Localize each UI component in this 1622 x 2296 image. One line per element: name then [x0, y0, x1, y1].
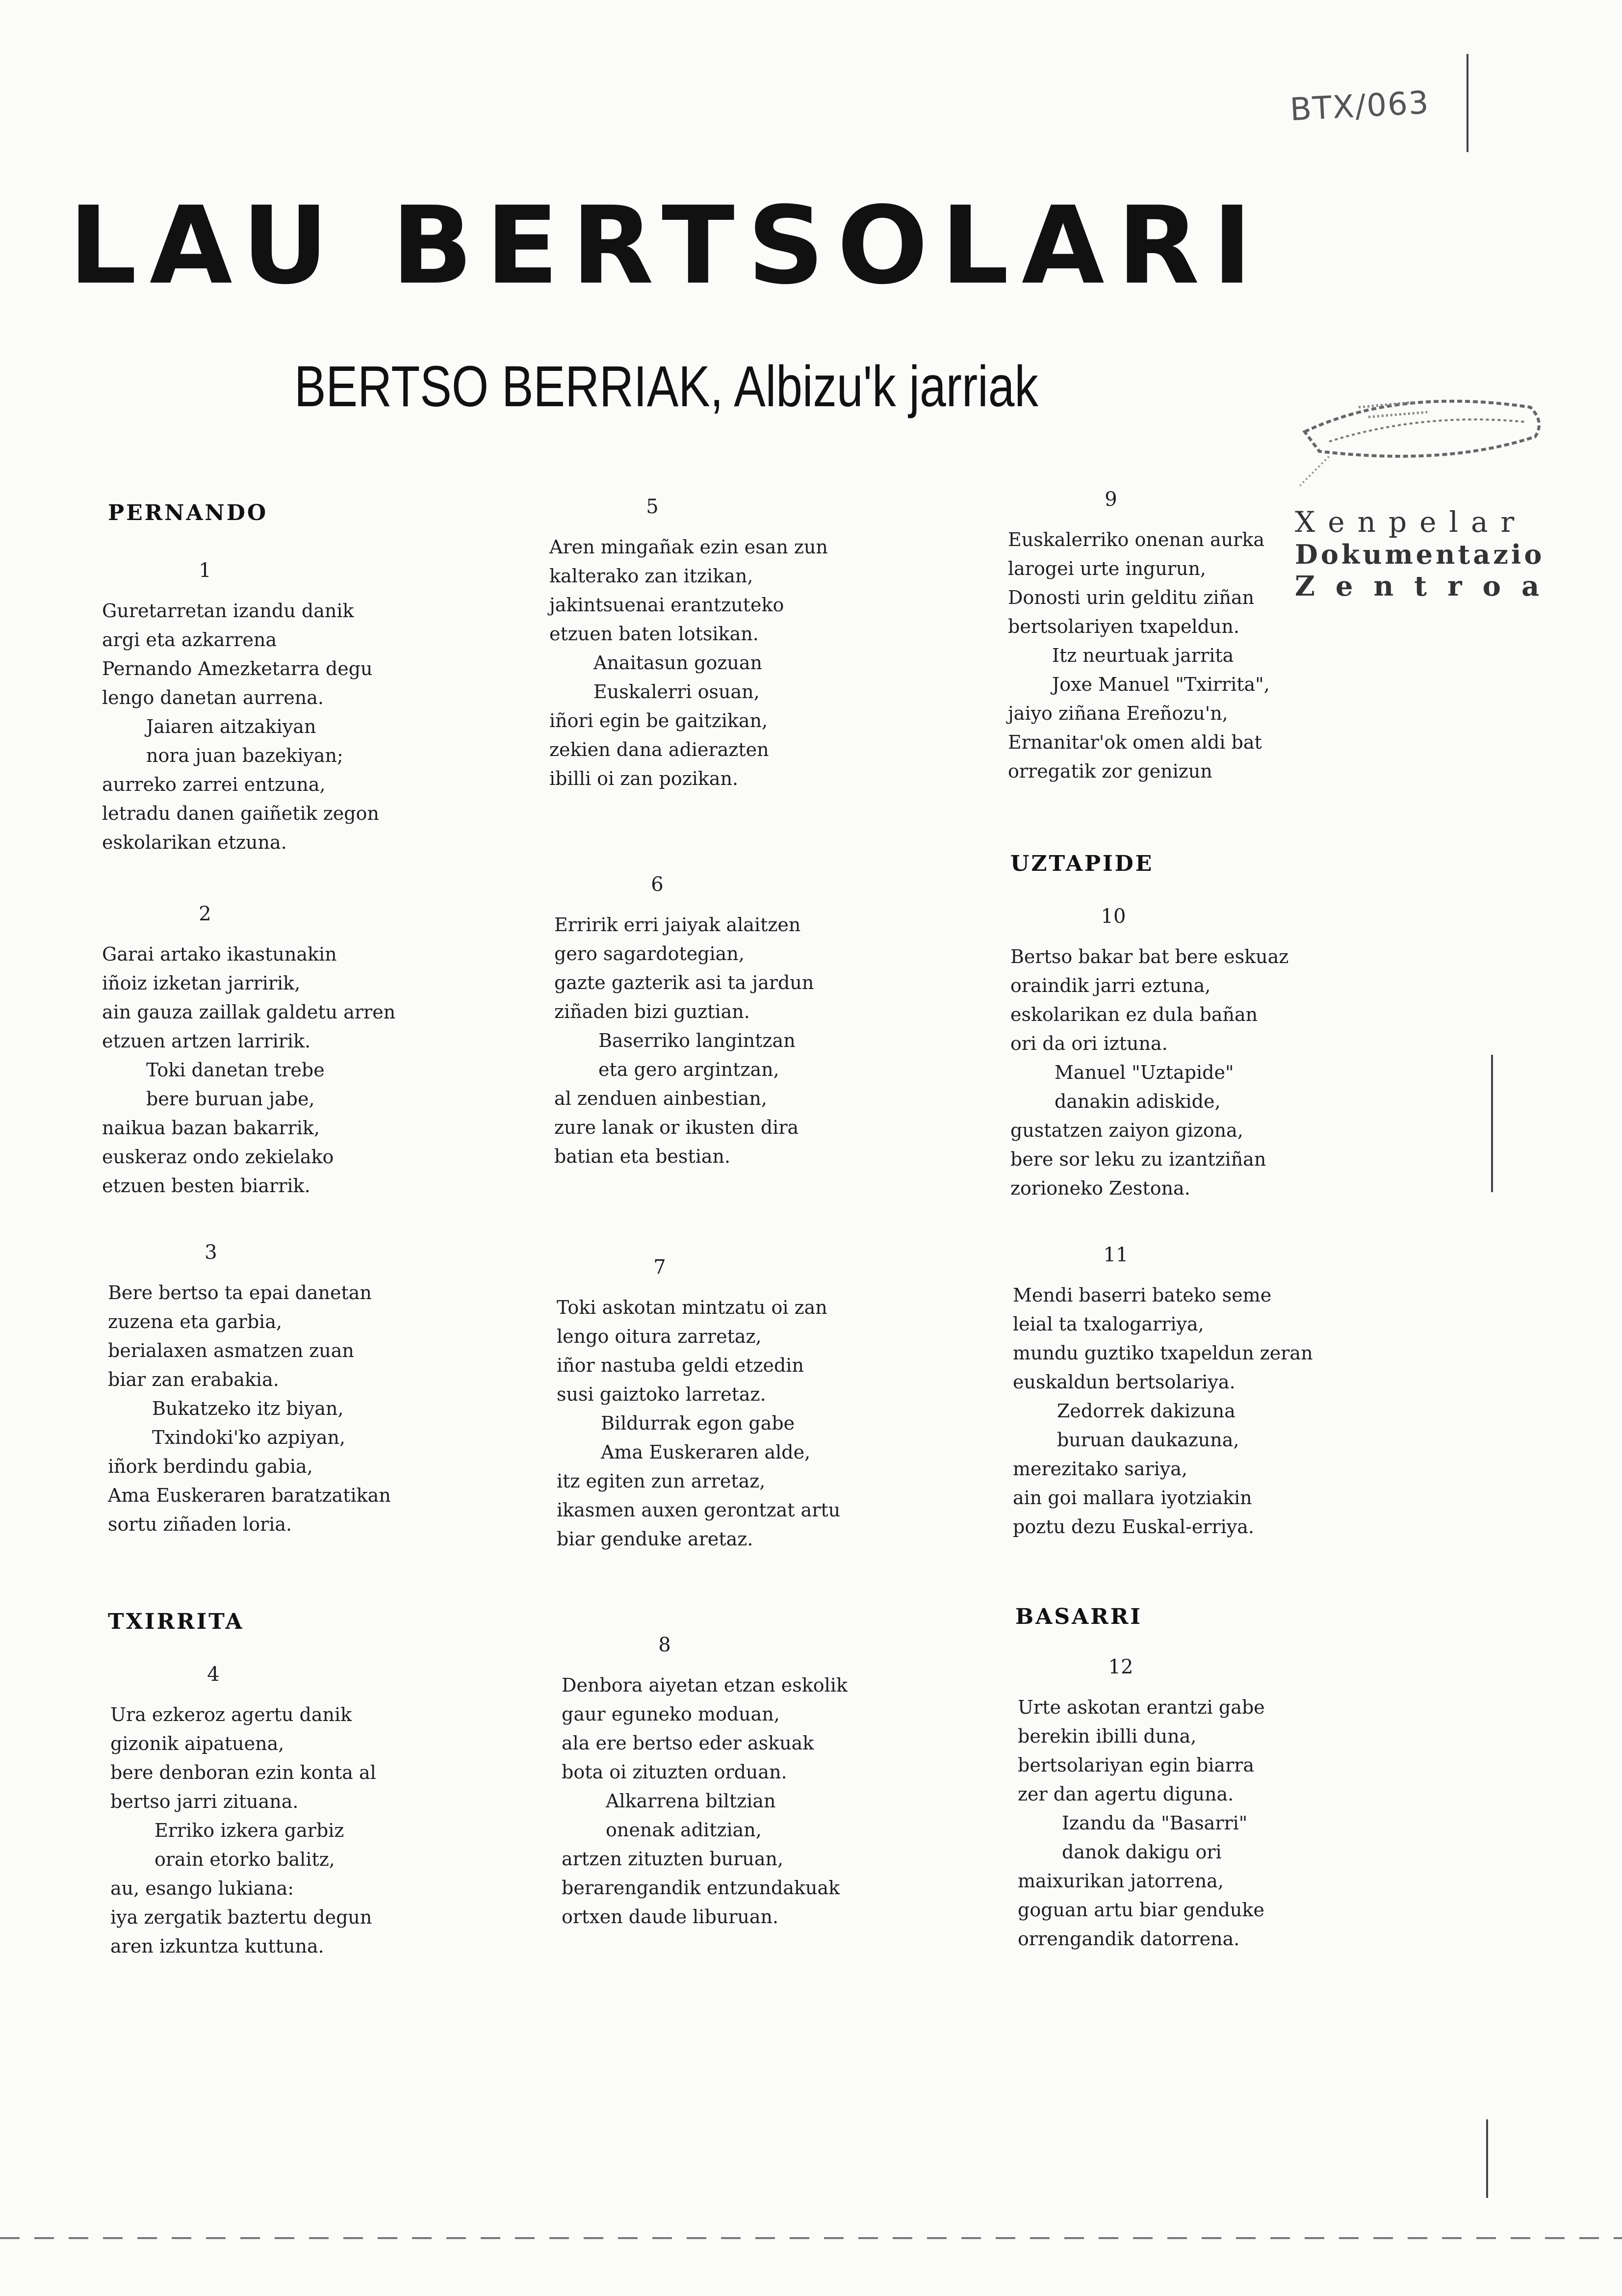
verse-line: Guretarretan izandu danik	[102, 600, 354, 622]
archive-stamp-logo-icon	[1300, 378, 1555, 491]
verse-line: Garai artako ikastunakin	[102, 943, 337, 965]
verse-line: iya zergatik baztertu degun	[110, 1906, 372, 1928]
verse-line: orregatik zor genizun	[1008, 760, 1212, 782]
verse-line: Denbora aiyetan etzan eskolik	[562, 1674, 848, 1696]
verse-line: maixurikan jatorrena,	[1018, 1870, 1224, 1892]
stanza-block	[562, 1634, 848, 1931]
section-txirrita	[108, 1609, 244, 1652]
verse-line: oraindik jarri eztuna,	[1010, 975, 1211, 996]
verse-line: ain goi mallara iyotziakin	[1013, 1487, 1252, 1509]
archive-code: BTX/063	[1289, 84, 1431, 129]
stanza	[562, 1671, 848, 1931]
verse-line: Izandu da "Basarri"	[1062, 1812, 1248, 1834]
verse-line: orain etorko balitz,	[154, 1849, 335, 1870]
stanza-block	[102, 903, 395, 1200]
verse-line: Toki askotan mintzatu oi zan	[557, 1297, 827, 1318]
verse-line: Itz neurtuak jarrita	[1052, 645, 1234, 666]
verse-line: ziñaden bizi guztian.	[554, 1001, 750, 1022]
verse-line: Zedorrek dakizuna	[1057, 1400, 1236, 1422]
footer-rule	[0, 2237, 1622, 2239]
verse-line: Jaiaren aitzakiyan	[146, 716, 316, 737]
verse-line: ortxen daude liburuan.	[562, 1906, 779, 1928]
verse-line: gero sagardotegian,	[554, 943, 745, 965]
verse-line: argi eta azkarrena	[102, 629, 277, 651]
verse-line: Txindoki'ko azpiyan,	[152, 1427, 346, 1448]
verse-line: Euskalerri osuan,	[593, 681, 760, 703]
stanza	[1010, 942, 1288, 1203]
stanza-number: 5	[646, 496, 659, 518]
verse-line: bere buruan jabe,	[146, 1088, 315, 1110]
verse-line: ala ere bertso eder askuak	[562, 1732, 814, 1754]
stanza-block	[1008, 488, 1270, 786]
verse-line: iñoiz izketan jarririk,	[102, 972, 301, 994]
stanza	[102, 940, 395, 1200]
verse-line: mundu guztiko txapeldun zeran	[1013, 1342, 1313, 1364]
stanza-block	[554, 873, 814, 1171]
verse-line: ikasmen auxen gerontzat artu	[557, 1499, 841, 1521]
section-heading: UZTAPIDE	[1010, 851, 1154, 876]
verse-line: merezitako sariya,	[1013, 1458, 1187, 1480]
verse-line: euskeraz ondo zekielako	[102, 1146, 334, 1168]
verse-line: batian eta bestian.	[554, 1146, 731, 1167]
verse-line: bere denboran ezin konta al	[110, 1762, 376, 1783]
verse-line: Euskalerriko onenan aurka	[1008, 529, 1265, 550]
verse-line: iñork berdindu gabia,	[108, 1456, 313, 1477]
stanza-number: 12	[1108, 1656, 1133, 1678]
verse-line: Anaitasun gozuan	[593, 652, 763, 674]
verse-line: danok dakigu ori	[1062, 1841, 1222, 1863]
verse-line: Donosti urin gelditu ziñan	[1008, 587, 1255, 608]
stanza-block	[110, 1663, 376, 1961]
verse-line: Manuel "Uztapide"	[1055, 1062, 1234, 1083]
verse-line: Bere bertso ta epai danetan	[108, 1282, 372, 1304]
scan-edge-mark	[1491, 1055, 1493, 1192]
section-pernando	[108, 500, 268, 543]
verse-line: Ama Euskeraren baratzatikan	[108, 1485, 391, 1506]
stanza-number: 6	[651, 873, 664, 896]
verse-line: buruan daukazuna,	[1057, 1429, 1239, 1451]
verse-line: berarengandik entzundakuak	[562, 1877, 840, 1899]
stanza-number: 10	[1101, 905, 1126, 928]
verse-line: bota oi zituzten orduan.	[562, 1761, 787, 1783]
stanza-number: 3	[205, 1241, 217, 1264]
verse-line: Alkarrena biltzian	[606, 1790, 776, 1812]
stamp-line-1: Xenpelar	[1295, 505, 1527, 539]
verse-line: bertso jarri zituana.	[110, 1791, 299, 1812]
verse-line: larogei urte ingurun,	[1008, 558, 1206, 579]
verse-line: jakintsuenai erantzuteko	[549, 594, 784, 616]
verse-line: danakin adiskide,	[1055, 1091, 1221, 1112]
verse-line: bertsolariyan egin biarra	[1018, 1754, 1255, 1776]
verse-line: kalterako zan itzikan,	[549, 565, 753, 587]
stanza-number: 7	[653, 1256, 666, 1278]
verse-line: Baserriko langintzan	[598, 1030, 796, 1051]
stanza-number: 4	[207, 1663, 220, 1686]
verse-line: etzuen baten lotsikan.	[549, 623, 759, 645]
verse-line: Pernando Amezketarra degu	[102, 658, 373, 679]
verse-line: gustatzen zaiyon gizona,	[1010, 1120, 1243, 1141]
verse-line: gaur eguneko moduan,	[562, 1703, 780, 1725]
verse-line: bertsolariyen txapeldun.	[1008, 616, 1239, 637]
stanza-block	[1013, 1244, 1313, 1541]
stanza-block	[1010, 905, 1288, 1203]
verse-line: sortu ziñaden loria.	[108, 1513, 292, 1535]
verse-line: Ura ezkeroz agertu danik	[110, 1704, 352, 1725]
verse-line: eta gero argintzan,	[598, 1059, 779, 1080]
verse-line: al zenduen ainbestian,	[554, 1088, 767, 1109]
verse-line: ibilli oi zan pozikan.	[549, 768, 739, 789]
stanza	[1008, 525, 1270, 786]
verse-line: zekien dana adierazten	[549, 739, 769, 760]
verse-line: ori da ori iztuna.	[1010, 1033, 1168, 1054]
verse-line: ain gauza zaillak galdetu arren	[102, 1001, 396, 1023]
stanza-block	[108, 1241, 391, 1539]
verse-line: lengo oitura zarretaz,	[557, 1326, 762, 1347]
verse-line: naikua bazan bakarrik,	[102, 1117, 320, 1139]
verse-line: au, esango lukiana:	[110, 1878, 294, 1899]
verse-line: nora juan bazekiyan;	[146, 745, 343, 766]
verse-line: jaiyo ziñana Ereñozu'n,	[1008, 703, 1228, 724]
verse-line: artzen zituzten buruan,	[562, 1848, 784, 1870]
verse-line: eskolarikan ez dula bañan	[1010, 1004, 1258, 1025]
verse-line: aren izkuntza kuttuna.	[110, 1935, 324, 1957]
stamp-line-3: Zentroa	[1295, 570, 1560, 602]
stanza	[108, 1278, 391, 1539]
scan-edge-mark	[1467, 54, 1468, 152]
verse-line: berialaxen asmatzen zuan	[108, 1340, 354, 1361]
verse-line: Mendi baserri bateko seme	[1013, 1284, 1272, 1306]
stanza-block	[102, 559, 379, 857]
verse-line: orrengandik datorrena.	[1018, 1928, 1240, 1950]
verse-line: Erriko izkera garbiz	[154, 1820, 344, 1841]
verse-line: zorioneko Zestona.	[1010, 1177, 1190, 1199]
verse-line: aurreko zarrei entzuna,	[102, 774, 326, 795]
page-title: LAU BERTSOLARI	[69, 184, 1265, 308]
verse-line: iñori egin be gaitzikan,	[549, 710, 768, 731]
stanza	[557, 1293, 840, 1554]
verse-line: lengo danetan aurrena.	[102, 687, 324, 708]
verse-line: biar genduke aretaz.	[557, 1528, 753, 1550]
stanza-number: 11	[1103, 1244, 1129, 1266]
verse-line: Joxe Manuel "Txirrita",	[1052, 674, 1270, 695]
verse-line: gazte gazterik asi ta jardun	[554, 972, 814, 993]
verse-line: etzuen artzen larririk.	[102, 1030, 311, 1052]
verse-line: zure lanak or ikusten dira	[554, 1117, 799, 1138]
stanza	[1013, 1281, 1313, 1541]
verse-line: letradu danen gaiñetik zegon	[102, 803, 379, 824]
verse-line: Bukatzeko itz biyan,	[152, 1398, 344, 1419]
verse-line: iñor nastuba geldi etzedin	[557, 1355, 804, 1376]
stanza	[1018, 1693, 1265, 1954]
verse-line: onenak aditzian,	[606, 1819, 762, 1841]
verse-line: Erririk erri jaiyak alaitzen	[554, 914, 801, 936]
verse-line: etzuen besten biarrik.	[102, 1175, 310, 1197]
section-basarri	[1015, 1604, 1142, 1647]
stanza-number: 8	[658, 1634, 671, 1656]
verse-line: goguan artu biar genduke	[1018, 1899, 1264, 1921]
stamp-line-2: Dokumentazio	[1295, 539, 1545, 570]
verse-line: Ama Euskeraren alde,	[601, 1441, 811, 1463]
verse-line: Ernanitar'ok omen aldi bat	[1008, 731, 1262, 753]
stanza	[102, 597, 379, 857]
verse-line: gizonik aipatuena,	[110, 1733, 284, 1754]
stanza-block	[549, 496, 828, 793]
stanza	[549, 533, 828, 793]
stanza-number: 2	[199, 903, 211, 925]
verse-line: poztu dezu Euskal-erriya.	[1013, 1516, 1254, 1538]
verse-line: biar zan erabakia.	[108, 1369, 279, 1390]
page-subtitle: BERTSO BERRIAK, Albizu'k jarriak	[294, 354, 1038, 419]
verse-line: Toki danetan trebe	[146, 1059, 325, 1081]
stanza-number: 9	[1105, 488, 1117, 511]
verse-line: Urte askotan erantzi gabe	[1018, 1696, 1265, 1718]
stanza-number: 1	[199, 559, 211, 582]
section-heading: PERNANDO	[108, 500, 268, 525]
verse-line: euskaldun bertsolariya.	[1013, 1371, 1236, 1393]
stanza-block	[1018, 1656, 1265, 1954]
verse-line: susi gaiztoko larretaz.	[557, 1383, 766, 1405]
verse-line: leial ta txalogarriya,	[1013, 1313, 1204, 1335]
verse-line: itz egiten zun arretaz,	[557, 1470, 766, 1492]
verse-line: Aren mingañak ezin esan zun	[549, 536, 828, 558]
stanza	[554, 911, 814, 1171]
verse-line: berekin ibilli duna,	[1018, 1725, 1197, 1747]
stanza	[110, 1700, 376, 1961]
verse-line: bere sor leku zu izantziñan	[1010, 1148, 1266, 1170]
verse-line: eskolarikan etzuna.	[102, 832, 287, 853]
archive-stamp	[1295, 505, 1560, 602]
section-heading: BASARRI	[1015, 1604, 1142, 1629]
section-heading: TXIRRITA	[108, 1609, 244, 1634]
verse-line: zuzena eta garbia,	[108, 1311, 283, 1332]
scan-edge-mark	[1486, 2119, 1488, 2198]
section-uztapide	[1010, 851, 1154, 894]
verse-line: Bertso bakar bat bere eskuaz	[1010, 946, 1289, 967]
verse-line: zer dan agertu diguna.	[1018, 1783, 1234, 1805]
stanza-block	[557, 1256, 840, 1554]
verse-line: Bildurrak egon gabe	[601, 1412, 795, 1434]
